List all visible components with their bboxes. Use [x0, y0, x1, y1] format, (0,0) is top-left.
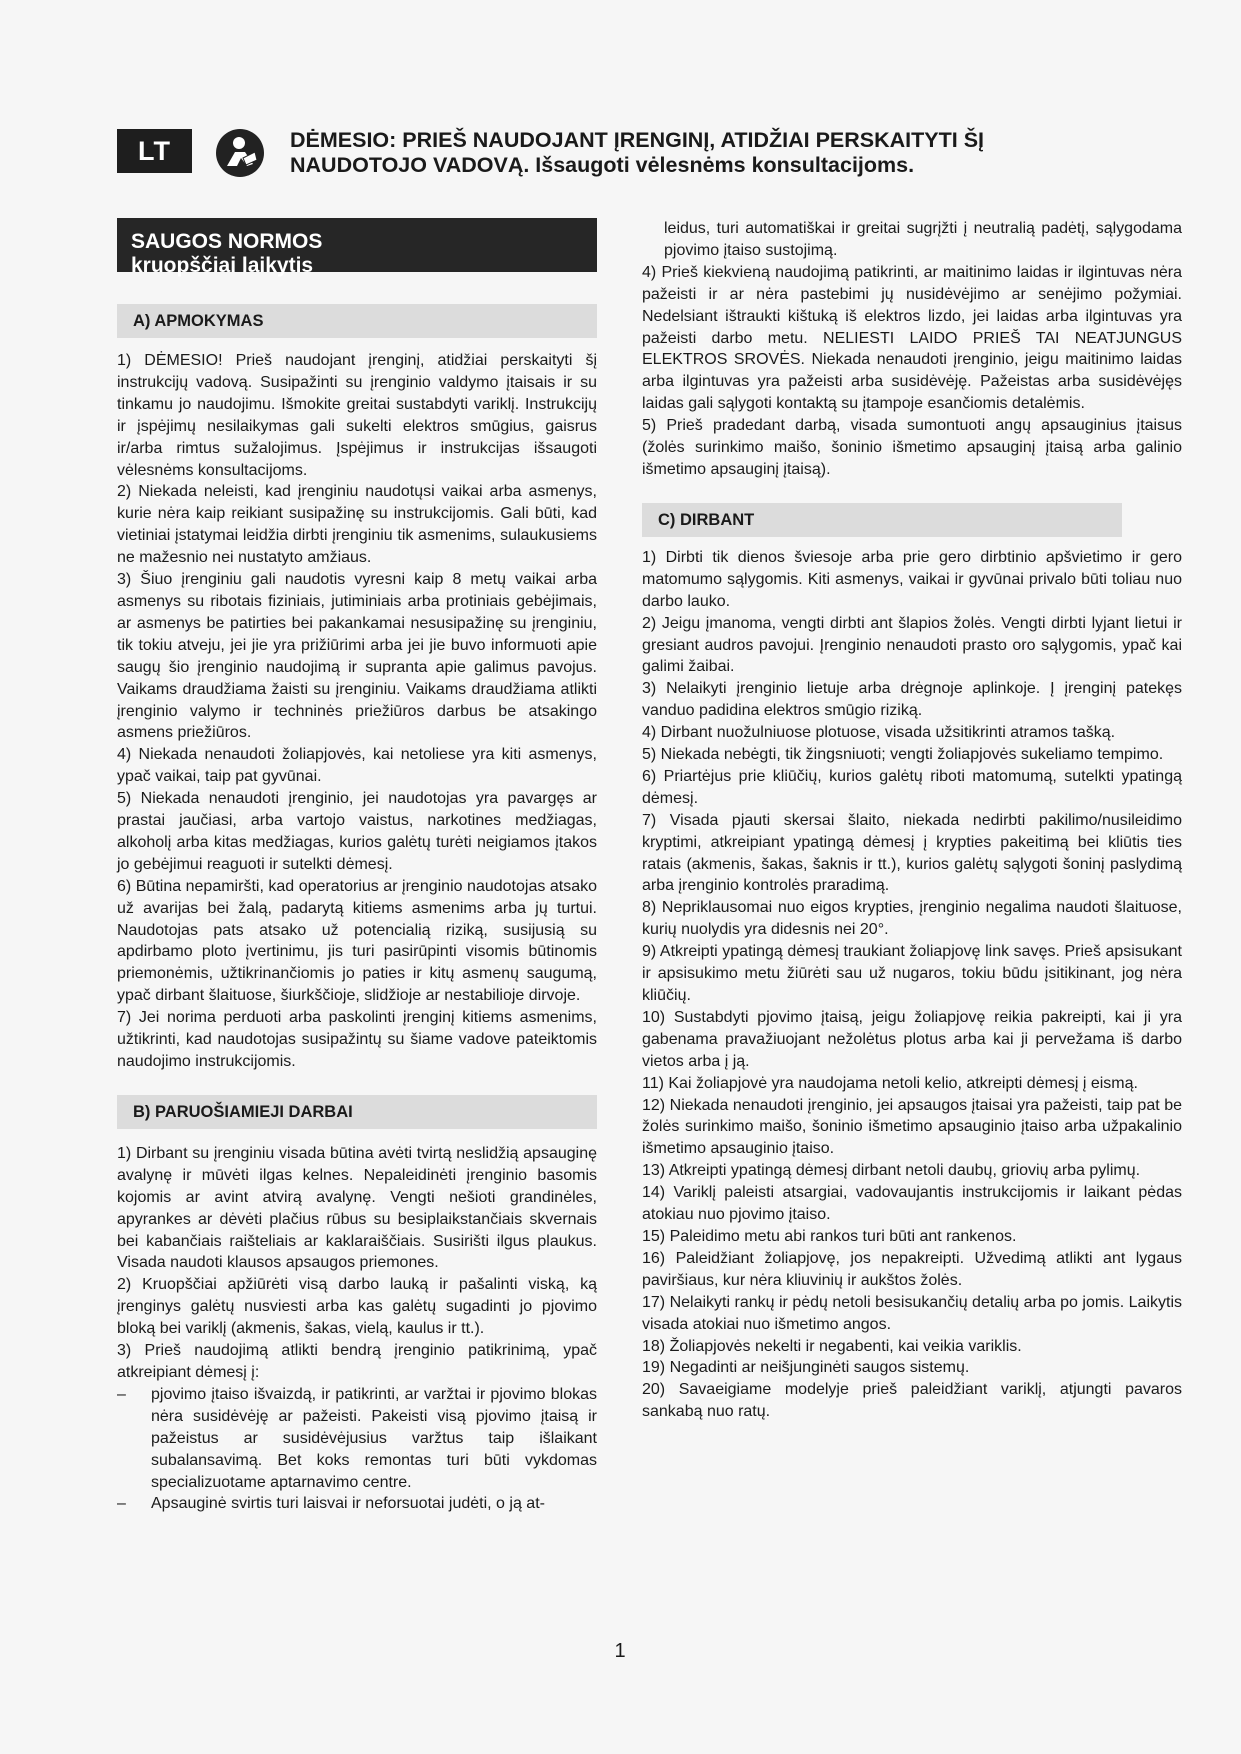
- section-b-item: 2) Kruopščiai apžiūrėti visą darbo lauką ir pašalinti viską, ką įrenginys galėtų nusviesti arba kas galėtų sugadinti jo pjovimo bloką bei variklį (akmenis, šakas, vielą, kaulus ir tt.).: [117, 1276, 597, 1338]
- section-c-item: 11) Kai žoliapjovė yra naudojama netoli kelio, atkreipti dėmesį į eismą.: [642, 1074, 1138, 1092]
- continued-text: leidus, turi automatiškai ir greitai sugrįžti į neutralią padėtį, sąlygodama pjovimo įtaiso sustojimą.: [664, 220, 1182, 259]
- safety-subtitle: kruopščiai laikytis: [131, 254, 314, 277]
- dash-item-text: Apsauginė svirtis turi laisvai ir neforsuotai judėti, o ją at-: [151, 1495, 545, 1513]
- section-b-dash-item: [117, 1493, 597, 1515]
- section-b-item: 5) Prieš pradedant darbą, visada sumontuoti angų apsauginius įtaisus (žolės surinkimo maišo, šoninio išmetimo apsauginį įtaisą arba galinio išmetimo apsauginį įtaisą).: [642, 417, 1182, 478]
- section-c-item: 2) Jeigu įmanoma, vengti dirbti ant šlapios žolės. Vengti dirbti lyjant lietui ir gresiant audros pavojui. Įrenginio nenaudoti prasto oro sąlygomis, ypač kai galimi žaibai.: [642, 614, 1182, 676]
- section-c-item: 8) Nepriklausomai nuo eigos krypties, įrenginio negalima naudoti šlaituose, kurių nuolydis yra didesnis nei 20°.: [642, 899, 1182, 939]
- section-a-item: 1) DĖMESIO! Prieš naudojant įrenginį, atidžiai perskaityti šį instrukcijų vadovą. Susipažinti su įrenginio valdymo įtaisais ir su tinkamu jo naudojimu. Išmokite greitai sustabdyti variklį. Instrukcijų ir įspėjimų nesilaikymas gali sukelti elektros smūgius, gaisrus ir/arba rimtus sužalojimus. Įspėjimus ir instrukcijas išsaugoti vėlesnėms konsultacijoms.: [117, 352, 597, 479]
- section-c-item: 4) Dirbant nuožulniuose plotuose, visada užsitikrinti atramos tašką.: [642, 724, 1116, 742]
- section-c-item: 6) Priartėjus prie kliūčių, kurios galėtų riboti matomumą, sutelkti ypatingą dėmesį.: [642, 767, 1182, 807]
- language-badge: LT: [117, 129, 192, 173]
- header-line-2: NAUDOTOJO VADOVĄ. Išsaugoti vėlesnėms konsultacijoms.: [290, 153, 915, 177]
- section-c-item: 12) Niekada nenaudoti įrenginio, jei apsaugos įtaisai yra pažeisti, taip pat be žolės surinkimo maišo, šoninio išmetimo apsauginio įtaiso arba užpakalinio išmetimo apsauginio įtaiso.: [642, 1096, 1182, 1158]
- section-c-item: 17) Nelaikyti rankų ir pėdų netoli besisukančių detalių arba po jomis. Laikytis visada atokiai nuo išmetimo angos.: [642, 1293, 1182, 1333]
- section-b-dash-item: [117, 1384, 597, 1494]
- dash-bullet: –: [117, 1495, 126, 1513]
- manual-warning-header: [290, 128, 1090, 178]
- page-number: 1: [614, 1640, 626, 1662]
- section-c-item: 15) Paleidimo metu abi rankos turi būti ant rankenos.: [642, 1227, 1017, 1245]
- dash-item-text: pjovimo įtaiso išvaizdą, ir patikrinti, ar varžtai ir pjovimo blokas nėra susidėvėję ar pažeisti. Pakeisti visą pjovimo įtaisą ir pažeistus ar susidėvėjusius varžtus taip išlaikant subalansavimą. Bet koks remontas turi būti vykdomas specializuotame aptarnavimo centre.: [151, 1385, 597, 1491]
- section-a-item: 7) Jei norima perduoti arba paskolinti įrenginį kitiems asmenims, užtikrinti, kad naudotojas susipažintų su šiame vadove pateiktomis naudojimo instrukcijomis.: [117, 1009, 597, 1070]
- dash-bullet: –: [117, 1385, 126, 1403]
- section-b-item: 4) Prieš kiekvieną naudojimą patikrinti, ar maitinimo laidas ir ilgintuvas nėra pažeisti ir ar nėra pastebimi jų nusidėvėjimo ar senėjimo požymiai. Nedelsiant ištraukti kištuką iš elektros lizdo, jei laidas arba ilgintuvas yra pažeisti darbo metu. NELIESTI LAIDO PRIEŠ TAI NEATJUNGUS ELEKTROS SROVĖS. Niekada nenaudoti įrenginio, jeigu maitinimo laidas arba ilgintuvas yra pažeisti arba susidėvėję. Pažeistas arba susidėvėjęs laidas gali sąlygoti kontaktą su įtampoje esančiomis detalėmis.: [642, 263, 1182, 413]
- safety-rules-banner: [117, 218, 597, 277]
- read-manual-icon: [215, 128, 265, 178]
- section-b-heading: B) PARUOŠIAMIEJI DARBAI: [117, 1095, 597, 1129]
- section-c-item: 7) Visada pjauti skersai šlaito, niekada nedirbti pakilimo/nusileidimo kryptimi, atkreipiant ypatingą dėmesį į krypties pakeitimą bei kliūtis ties ratais (akmenis, šakas, šaknis ir tt.), kurios galėtų sąlygoti šoninį paslydimą arba įrenginio kontrolės praradimą.: [642, 811, 1182, 895]
- section-b-item: 1) Dirbant su įrenginiu visada būtina avėti tvirtą neslidžią apsauginę avalynę ir mūvėti ilgas kelnes. Nepaleidinėti įrenginio basomis kojomis ar avint atvirą avalynę. Vengti nešioti grandinėles, apyrankes ar dėvėti plačius rūbus su besiplaikstančiais skvernais bei kabančiais raišteliais ar kaklaraiščiais. Susirišti ilgus plaukus. Visada naudoti klausos apsaugos priemones.: [117, 1144, 597, 1272]
- section-c-item: 10) Sustabdyti pjovimo įtaisą, jeigu žoliapjovę reikia pakreipti, kai ji yra gabenama pravažiuojant nežolėtus plotus arba kai ji pervežama iš darbo vietos arba į ją.: [642, 1008, 1182, 1070]
- section-a-item: 5) Niekada nenaudoti įrenginio, jei naudotojas yra pavargęs ar prastai jaučiasi, arba vartojo vaistus, narkotines medžiagas, alkoholį arba kitas medžiagas, kurios galėtų turėti neigiamos įtakos jo gebėjimui reaguoti ir sutelkti dėmesį.: [117, 790, 597, 873]
- section-c-item: 13) Atkreipti ypatingą dėmesį dirbant netoli daubų, griovių arba pylimų.: [642, 1162, 1141, 1180]
- section-a-item: 3) Šiuo įrenginiu gali naudotis vyresni kaip 8 metų vaikai arba asmenys su ribotais fiziniais, jutiminiais arba protiniais gebėjimais, ar asmenys be patirties bei pakankamai nesusipažinę su įrenginiu, tik tokiu atveju, jei jie yra prižiūrimi arba jei jie buvo informuoti apie saugų šio įrenginio naudojimą ir supranta apie galimus pavojus. Vaikams draudžiama žaisti su įrenginiu. Vaikams draudžiama atlikti įrenginio valymo ir techninės priežiūros darbus be atsakingo asmens priežiūros.: [117, 571, 597, 742]
- section-c-heading: C) DIRBANT: [642, 503, 1122, 537]
- section-c-item: 14) Variklį paleisti atsargiai, vadovaujantis instrukcijomis ir laikant pėdas atokiau nuo pjovimo įtaiso.: [642, 1184, 1182, 1224]
- section-a-item: 6) Būtina nepamiršti, kad operatorius ar įrenginio naudotojas atsako už avarijas bei žalą, padarytą kitiems asmenims arba jų turtui. Naudotojas pats atsako už potencialią riziką, susijusią su apdirbamo ploto įvertinimu, jis turi pasirūpinti visomis būtinomis priemonėmis, užtikrinančiomis jo paties ir kitų asmenų saugumą, ypač dirbant šlaituose, šiurkščioje, slidžioje ar nestabilioje dirvoje.: [117, 877, 597, 1005]
- section-c-item: 16) Paleidžiant žoliapjovę, jos nepakreipti. Užvedimą atlikti ant lygaus paviršiaus, kur nėra kliuvinių ir aukštos žolės.: [642, 1249, 1182, 1289]
- safety-title: SAUGOS NORMOS: [131, 230, 323, 253]
- section-c-item: 5) Niekada nebėgti, tik žingsniuoti; vengti žoliapjovės sukeliamo tempimo.: [642, 746, 1164, 764]
- right-column: [642, 218, 1182, 1423]
- header-line-1: DĖMESIO: PRIEŠ NAUDOJANT ĮRENGINĮ, ATIDŽIAI PERSKAITYTI ŠĮ: [290, 128, 985, 152]
- section-b-item: 3) Prieš naudojimą atlikti bendrą įrenginio patikrinimą, ypač atkreipiant dėmesį į:: [117, 1342, 597, 1381]
- section-c-item: 18) Žoliapjovės nekelti ir negabenti, kai veikia variklis.: [642, 1337, 1022, 1355]
- section-a-item: 2) Niekada neleisti, kad įrenginiu naudotųsi vaikai arba asmenys, kurie nėra kaip reikiant susipažinę su instrukcijomis. Gali būti, kad vietiniai įstatymai leidžia dirbti įrenginiu tik asmenims, sulaukusiems ne mažesnio nei nustatyto amžiaus.: [117, 483, 597, 567]
- section-a-heading: A) APMOKYMAS: [117, 304, 597, 338]
- section-c-item: 3) Nelaikyti įrenginio lietuje arba drėgnoje aplinkoje. Į įrenginį patekęs vanduo padidina elektros smūgio riziką.: [642, 680, 1182, 720]
- section-c-item: 1) Dirbti tik dienos šviesoje arba prie gero dirbtinio apšvietimo ir gero matomumo sąlygomis. Kiti asmenys, vaikai ir gyvūnai privalo būti toliau nuo darbo lauko.: [642, 548, 1182, 610]
- section-c-item: 19) Negadinti ar neišjunginėti saugos sistemų.: [642, 1359, 970, 1377]
- left-column: [117, 218, 597, 1515]
- section-a-item: 4) Niekada nenaudoti žoliapjovės, kai netoliese yra kiti asmenys, ypač vaikai, taip pat gyvūnai.: [117, 746, 597, 786]
- section-c-item: 9) Atkreipti ypatingą dėmesį traukiant žoliapjovę link savęs. Prieš apsisukant ir apsisukimo metu žiūrėti sau už nugaros, tokiu būdu įsitikinant, jog nėra kliūčių.: [642, 943, 1182, 1004]
- section-c-item: 20) Savaeigiame modelyje prieš paleidžiant variklį, atjungti pavaros sankabą nuo ratų.: [642, 1381, 1182, 1421]
